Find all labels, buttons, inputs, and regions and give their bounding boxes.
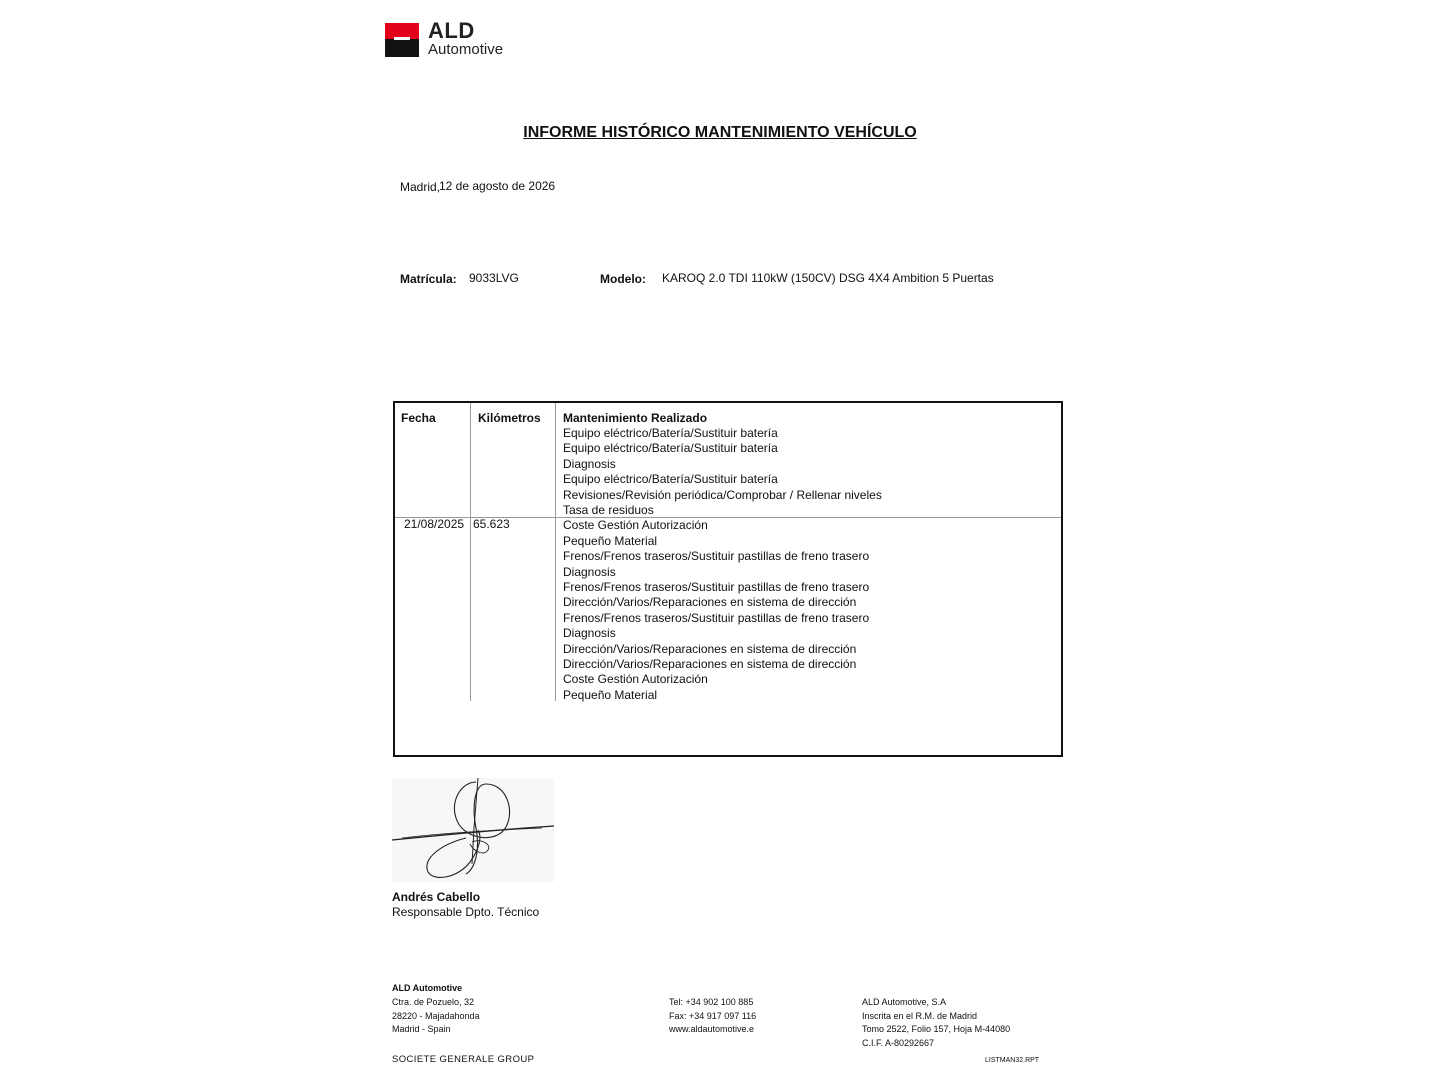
report-code: LISTMAN32.RPT — [985, 1057, 1040, 1064]
table-row: Equipo eléctrico/Batería/Sustituir batería — [563, 426, 778, 440]
table-row: Dirección/Varios/Reparaciones en sistema de dirección — [563, 657, 857, 671]
signatory-name: Andrés Cabello — [392, 890, 481, 904]
signature-image — [392, 778, 554, 882]
table-row: Frenos/Frenos traseros/Sustituir pastillas de freno trasero — [563, 580, 870, 594]
signatory-role: Responsable Dpto. Técnico — [392, 905, 540, 919]
table-row: Frenos/Frenos traseros/Sustituir pastillas de freno trasero — [563, 610, 870, 625]
footer-legal-line: C.I.F. A-80292667 — [862, 1037, 935, 1048]
table-row: Revisiones/Revisión periódica/Comprobar / Rellenar niveles — [563, 487, 882, 502]
place: Madrid, — [400, 180, 441, 194]
report-date: 12 de agosto de 2026 — [439, 179, 556, 193]
column-divider — [470, 403, 471, 701]
table-row: Equipo eléctrico/Batería/Sustituir batería — [563, 472, 778, 487]
table-row: Diagnosis — [563, 456, 616, 471]
table-row: Frenos/Frenos traseros/Sustituir pastillas de freno trasero — [563, 549, 870, 564]
table-row: Pequeño Material — [563, 687, 658, 702]
footer-address-line: 28220 - Majadahonda — [392, 1010, 480, 1021]
footer-website-link[interactable]: www.aldautomotive.e — [669, 1024, 755, 1034]
model-value: KAROQ 2.0 TDI 110kW (150CV) DSG 4X4 Ambition 5 Puertas — [662, 271, 994, 285]
footer-legal-line: Tomo 2522, Folio 157, Hoja M-44080 — [862, 1024, 1011, 1034]
logo-subtitle: Automotive — [428, 41, 504, 58]
model-label: Modelo: — [600, 272, 646, 286]
table-row: Dirección/Varios/Reparaciones en sistema de dirección — [563, 595, 857, 610]
table-row: Dirección/Varios/Reparaciones en sistema de dirección — [563, 641, 857, 656]
table-row: Pequeño Material — [563, 533, 658, 548]
header-fecha: Fecha — [401, 411, 436, 425]
footer-company: ALD Automotive — [392, 983, 463, 993]
footer-legal-line: Inscrita en el R.M. de Madrid — [862, 1010, 978, 1021]
table-row: Tasa de residuos — [563, 503, 654, 517]
plate-label: Matrícula: — [400, 272, 457, 286]
logo-name: ALD — [428, 18, 475, 43]
header-mantenimiento: Mantenimiento Realizado — [563, 411, 708, 425]
ald-logo-icon — [385, 23, 419, 57]
footer-address-line: Madrid - Spain — [392, 1024, 451, 1034]
table-row: Diagnosis — [563, 564, 616, 579]
footer-phone: Tel: +34 902 100 885 — [669, 997, 754, 1007]
column-divider — [555, 403, 556, 701]
plate-value: 9033LVG — [469, 271, 519, 285]
maintenance-table — [393, 401, 1063, 757]
footer-group: SOCIETE GENERALE GROUP — [392, 1054, 535, 1065]
header-kilometros: Kilómetros — [478, 411, 541, 425]
row-date: 21/08/2025 — [404, 517, 465, 531]
table-row: Coste Gestión Autorización — [563, 672, 708, 687]
table-row: Diagnosis — [563, 626, 616, 641]
table-row: Equipo eléctrico/Batería/Sustituir batería — [563, 441, 778, 456]
footer-fax: Fax: +34 917 097 116 — [669, 1010, 757, 1021]
report-title: INFORME HISTÓRICO MANTENIMIENTO VEHÍCULO — [523, 124, 917, 141]
footer-address-line: Ctra. de Pozuelo, 32 — [392, 997, 475, 1007]
footer-legal-line: ALD Automotive, S.A — [862, 997, 947, 1007]
table-row: Coste Gestión Autorización — [563, 518, 708, 533]
row-km: 65.623 — [473, 517, 510, 531]
